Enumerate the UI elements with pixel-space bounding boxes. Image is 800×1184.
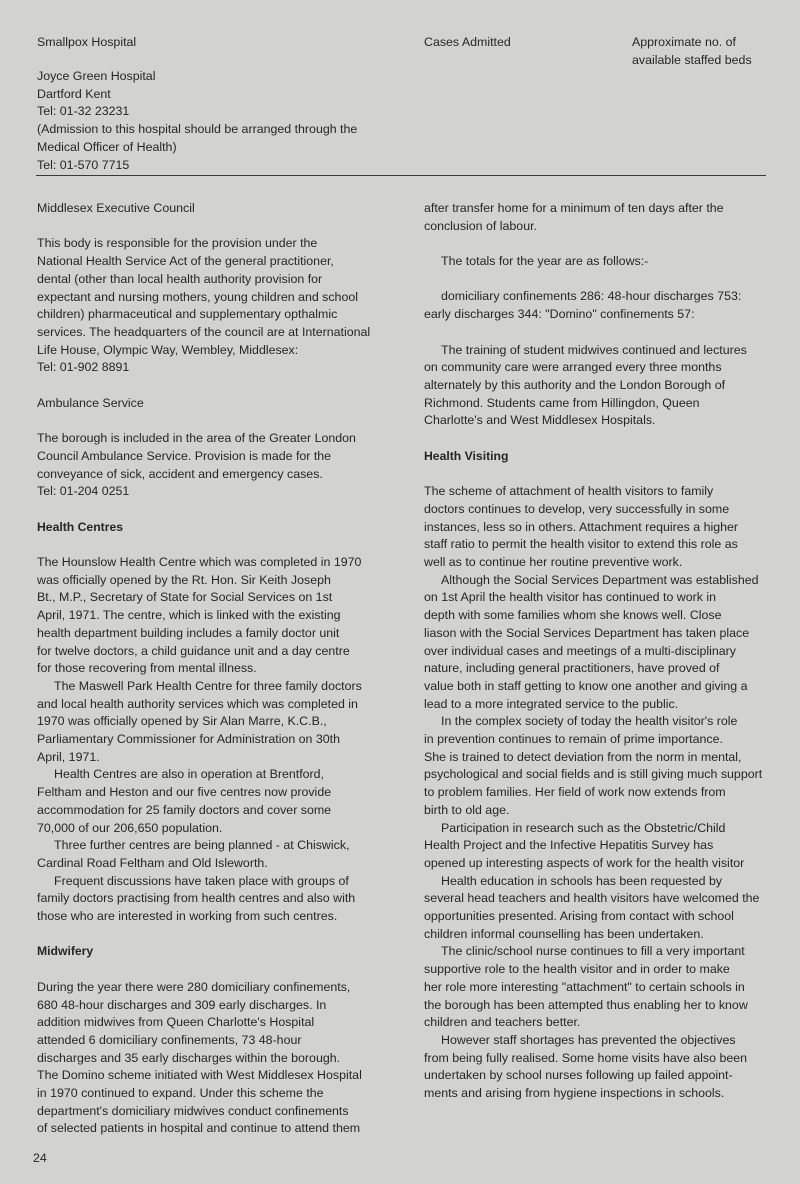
health-visiting-p7: However staff shortages has prevented the objectives from being fully realised. Some home visits have also been undertaken by school nurses following up failed appoint- ments and arising from hygiene inspections in schools. — [424, 1032, 748, 1101]
health-visiting-p4: Participation in research such as the Obstetric/Child Health Project and the Infective Hepatitis Survey has opened up interesting aspects of work for the health visitor — [424, 820, 745, 870]
ambulance-text: The borough is included in the area of the Greater London Council Ambulance Service. Provision is made for the conveyance of sick, accident and emergency cases. Tel: 01-204 0251 — [37, 431, 356, 499]
health-centres-p3: Health Centres are also in operation at Brentford, Feltham and Heston and our five centres now provide accommodation for 25 family doctors and cover some 70,000 of our 206,650 population. — [37, 767, 332, 835]
midwifery-heading: Midwifery — [37, 944, 94, 959]
health-centres-heading: Health Centres — [37, 519, 124, 534]
health-centres-p4: Three further centres are being planned - at Chiswick, Cardinal Road Feltham and Old Isleworth. — [37, 838, 350, 870]
midwifery-continued: after transfer home for a minimum of ten days after the conclusion of labour. — [424, 201, 724, 233]
right-column — [424, 200, 774, 1103]
training-paragraph: The training of student midwives continued and lectures on community care were arranged every three months alternately by this authority and the London Borough of Richmond. Students came from Hillingdon, Queen Charlotte's and West Middlesex Hospitals. — [424, 342, 747, 428]
totals-intro: The totals for the year are as follows:- — [441, 254, 649, 269]
ambulance-title: Ambulance Service — [37, 395, 144, 410]
health-visiting-p6: The clinic/school nurse continues to fill a very important supportive role to the health visitor and in order to make her role more interesting "attachment" to certain schools in the borough has been attempted thus enabling her to know children and teachers better. — [424, 944, 748, 1030]
header-col-hospital: Smallpox Hospital — [37, 35, 137, 49]
health-centres-p1: The Hounslow Health Centre which was completed in 1970 was officially opened by the Rt. Hon. Sir Keith Joseph Bt., M.P., Secretary of State for Social Services on 1st April, 1971. The centre, which is linked with the existing health department building includes a family doctor unit for twelve doctors, a child guidance unit and a day centre for those recovering from mental illness. — [37, 554, 362, 676]
health-visiting-p5: Health education in schools has been requested by several head teachers and health visitors have welcomed the opportunities presented. Arising from contact with school children informal counselling has been undertaken. — [424, 873, 760, 941]
header-col-beds: Approximate no. of available staffed beds — [632, 35, 752, 67]
health-visiting-p3: In the complex society of today the health visitor's role in prevention continues to remain of prime importance. She is trained to detect deviation from the norm in mental, psychological and social fields and is still giving much support to problem families. Her field of work now extends from birth to old age. — [424, 714, 763, 817]
health-visiting-p2: Although the Social Services Department was established on 1st April the health visitor has continued to work in depth with some families whom she knows well. Close liason with the Social Services Department has taken place over individual cases and meetings of a multi-disciplinary nature, including general practitioners, have proved of value both in staff getting to know one another and giving a lead to a more integrated service to the public. — [424, 572, 759, 711]
header-divider — [36, 175, 766, 176]
mec-title: Middlesex Executive Council — [37, 201, 195, 215]
health-visiting-p1: The scheme of attachment of health visitors to family doctors continues to develop, very successfully in some instances, less so in others. Attachment requires a higher staff ratio to permit the health visitor to extend this role as well as to continue her routine preventive work. — [424, 484, 739, 569]
left-column — [37, 200, 387, 1138]
header-col-cases: Cases Admitted — [424, 35, 511, 49]
health-visiting-heading: Health Visiting — [424, 448, 509, 463]
hospital-block: Joyce Green Hospital Dartford Kent Tel: 01-32 23231 (Admission to this hospital should be arranged through the Medical Officer of Health) Tel: 01-570 7715 — [37, 69, 358, 172]
midwifery-text: During the year there were 280 domiciliary confinements, 680 48-hour discharges and 309 early discharges. In addition midwives from Queen Charlotte's Hospital attended 6 domiciliary confinements, 73 48-hour discharges and 35 early discharges within the borough. The Domino scheme initiated with West Middlesex Hospital in 1970 continued to expand. Under this scheme the department's domiciliary midwives conduct confinements of selected patients in hospital and continue to attend them — [37, 979, 362, 1136]
mec-text: This body is responsible for the provision under the National Health Service Act of the general practitioner, dental (other than local health authority provision for expectant and nursing mothers, young children and school children) pharmaceutical and supplementary opthalmic services. The headquarters of the council are at International Life House, Olympic Way, Wembley, Middlesex: Tel: 01-902 8891 — [37, 236, 371, 375]
totals-figures: domiciliary confinements 286: 48-hour discharges 753: early discharges 344: "Domino" confinements 57: — [424, 289, 742, 322]
health-centres-p5: Frequent discussions have taken place with groups of family doctors practising from health centres and also with those who are interested in working from such centres. — [37, 873, 356, 924]
page-number: 24 — [33, 1151, 47, 1165]
health-centres-p2: The Maswell Park Health Centre for three family doctors and local health authority services which was completed in 1970 was officially opened by Sir Alan Marre, K.C.B., Parliamentary Commissioner for Administration on 30th April, 1971. — [37, 678, 362, 764]
